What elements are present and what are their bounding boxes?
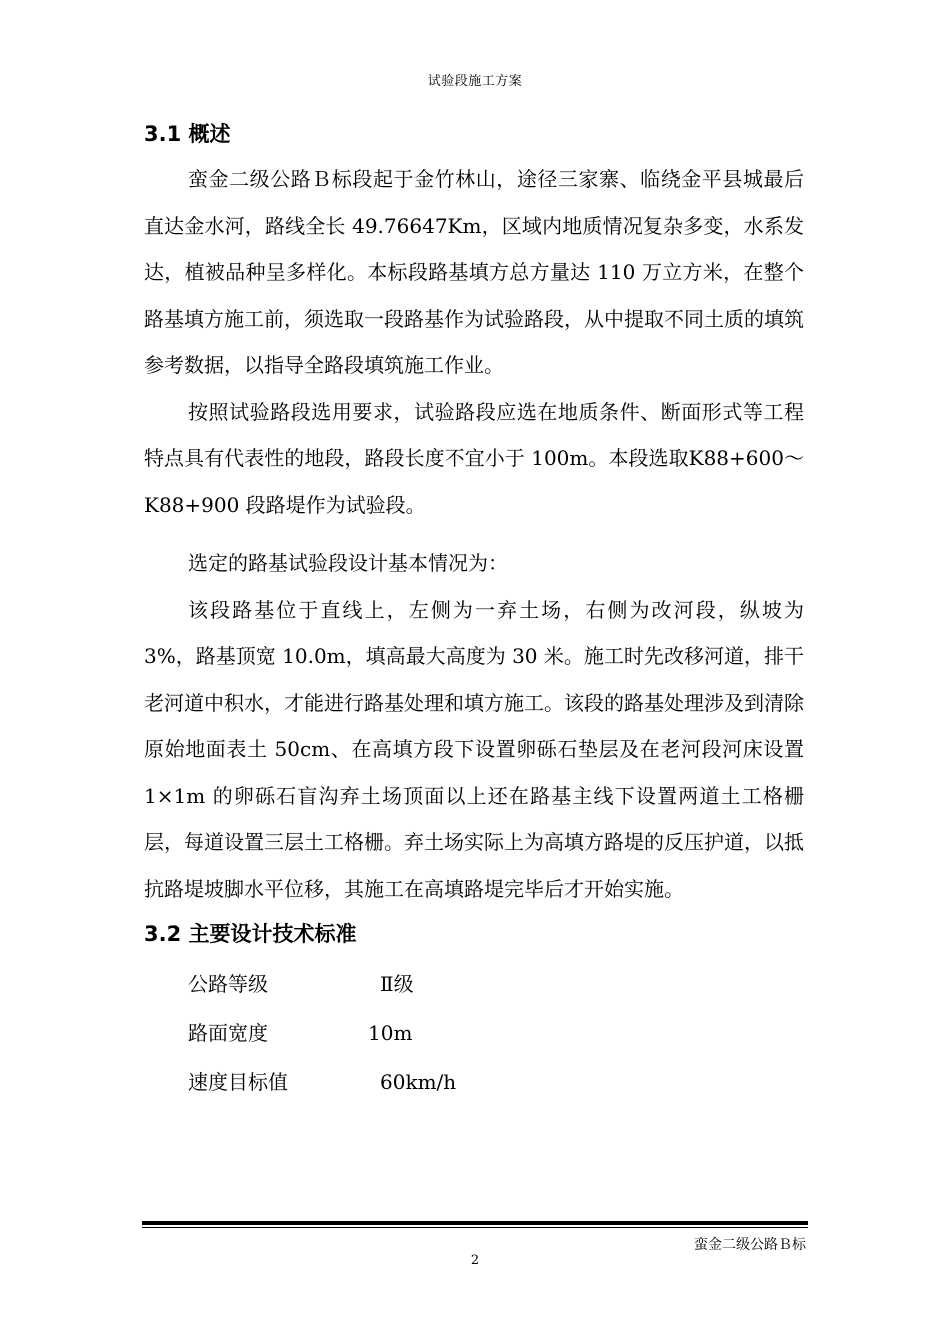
- spec-label: 路面宽度: [188, 1021, 268, 1045]
- paragraph-design-lead: 选定的路基试验段设计基本情况为：: [188, 551, 508, 575]
- page-content: [144, 112, 804, 1107]
- footer-rule-thin: [142, 1227, 808, 1228]
- paragraph-selection-requirements: 按照试验路段选用要求，试验路段应选在地质条件、断面形式等工程特点具有代表性的地段，路段长度不宜小于 100m。本段选取K88+600～K88+900 段路堤作为试验段。: [144, 399, 804, 517]
- section-heading-standards: 3.2 主要设计技术标准: [144, 922, 357, 946]
- spec-row-road-grade: [144, 960, 804, 1009]
- section-heading-overview: 3.1 概述: [144, 122, 231, 146]
- spec-row-design-speed: [144, 1058, 804, 1107]
- footer-project-name: 蛮金二级公路Ｂ标: [694, 1237, 806, 1253]
- paragraph-design-details: 该段路基位于直线上，左侧为一弃土场，右侧为改河段，纵坡为 3%，路基顶宽 10.0m，填高最大高度为 30 米。施工时先改移河道，排干老河道中积水，才能进行路基处理和填方施工。该段的路基处理涉及到清除原始地面表土 50cm、在高填方段下设置卵砾石垫层及在老河段河床设置 1×1m 的卵砾石盲沟弃土场顶面以上还在路基主线下设置两道土工格栅层，每道设置三层土工格栅。弃土场实际上为高填方路堤的反压护道，以抵抗路堤坡脚水平位移，其施工在高填路堤完毕后才开始实施。: [144, 597, 804, 901]
- spec-row-road-width: [144, 1009, 804, 1058]
- spec-value: 10m: [368, 1021, 413, 1045]
- spec-label: 速度目标值: [188, 1070, 288, 1094]
- spec-value: 60km/h: [380, 1070, 457, 1094]
- page-number: 2: [470, 1253, 480, 1268]
- page-header: 试验段施工方案: [427, 74, 523, 89]
- footer-rule-thick: [142, 1221, 808, 1225]
- spec-label: 公路等级: [188, 972, 268, 996]
- paragraph-intro: 蛮金二级公路Ｂ标段起于金竹林山，途径三家寨、临绕金平县城最后直达金水河，路线全长 49.76647Km，区域内地质情况复杂多变，水系发达，植被品种呈多样化。本标段路基填方总方量达 110 万立方米，在整个路基填方施工前，须选取一段路基作为试验路段，从中提取不同土质的填筑参考数据，以指导全路段填筑施工作业。: [144, 167, 804, 377]
- spec-value: Ⅱ级: [380, 972, 414, 996]
- standards-list: [144, 960, 804, 1107]
